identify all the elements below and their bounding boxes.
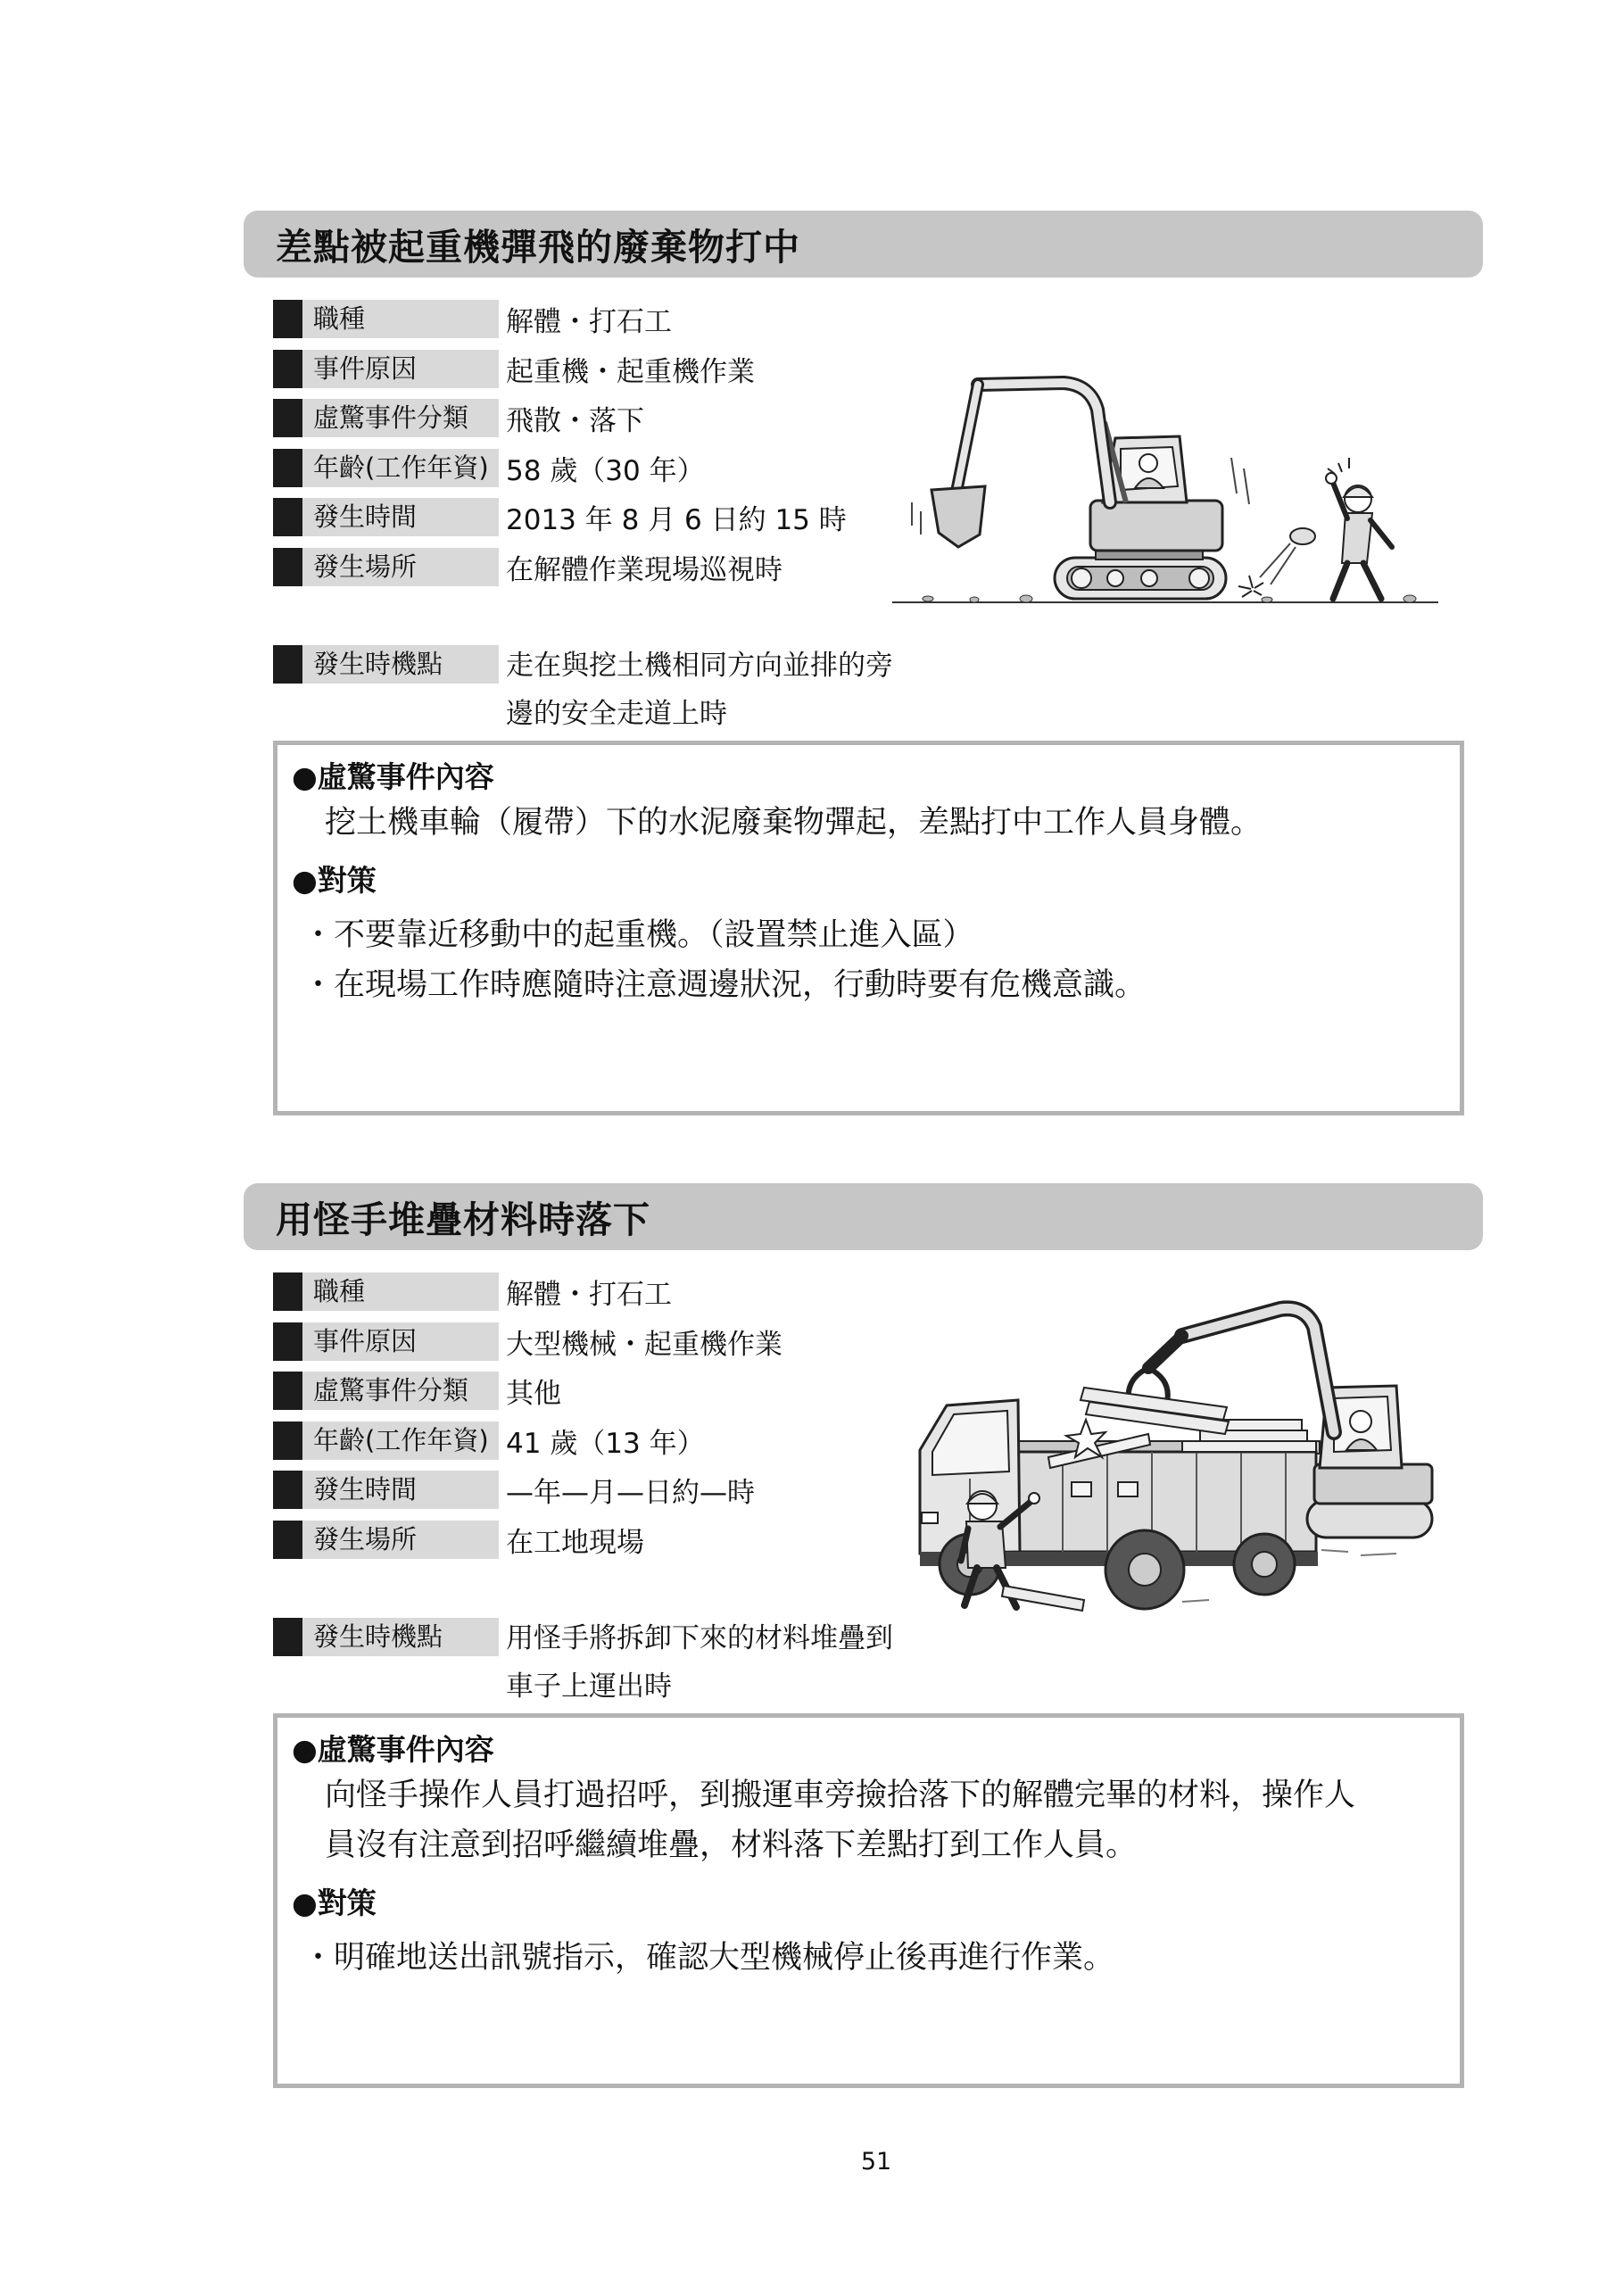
section-header (244, 1183, 1483, 1250)
excavator-body (1314, 1464, 1432, 1504)
section-header (244, 211, 1483, 278)
incident-text: 員沒有注意到招呼繼續堆疊，材料落下差點打到工作人員。 (325, 1828, 1138, 1863)
track-wheel (1072, 568, 1091, 588)
track-wheel (1189, 568, 1209, 588)
excavator-track (1307, 1500, 1432, 1538)
row-marker (273, 1471, 302, 1509)
field-row-occupation (273, 1272, 672, 1311)
timing-value (506, 642, 893, 738)
measures-list (292, 1933, 1445, 1983)
field-row-timing (273, 645, 499, 684)
bed-vent (1072, 1482, 1091, 1496)
timing-line: 邊的安全走道上時 (506, 698, 727, 730)
row-marker (273, 350, 302, 388)
wheel-hub (1129, 1554, 1161, 1586)
incident-detail-box (273, 1713, 1464, 2088)
row-marker (273, 548, 302, 586)
field-row-age (273, 449, 705, 487)
worker-arm (1370, 520, 1392, 547)
incident-section-1 (0, 211, 1623, 1121)
measure-item: ・明確地送出訊號指示，確認大型機械停止後再進行作業。 (302, 1940, 1115, 1976)
timing-line: 走在與挖土機相同方向並排的旁 (506, 650, 893, 682)
field-label: 職種 (302, 300, 499, 338)
ground-dust (1182, 1600, 1209, 1602)
worker-leg (1333, 563, 1347, 599)
worker-hand (1326, 473, 1337, 484)
incident-detail-box (273, 741, 1464, 1115)
ground-rock (1020, 595, 1032, 602)
field-row-cause (273, 350, 755, 388)
operator-head (1139, 454, 1157, 472)
field-label: 發生場所 (302, 1521, 499, 1559)
field-row-cause (273, 1322, 783, 1361)
field-value: 58 歲（30 年） (506, 455, 705, 487)
worker-hand (1029, 1493, 1039, 1504)
measures-heading: ●對策 (292, 1886, 377, 1920)
field-row-time (273, 1471, 755, 1509)
flying-debris (1238, 528, 1315, 597)
section-title: 用怪手堆疊材料時落下 (276, 1198, 650, 1241)
ground-rock (1404, 595, 1416, 602)
field-row-place (273, 1521, 644, 1559)
worker (1326, 458, 1392, 599)
field-label: 發生場所 (302, 548, 499, 586)
row-marker (273, 1422, 302, 1460)
excavator (932, 383, 1226, 599)
field-label: 年齡(工作年資) (302, 1422, 499, 1460)
field-value: 解體・打石工 (506, 1279, 672, 1311)
motion-line (1231, 458, 1237, 493)
section-title: 差點被起重機彈飛的廢棄物打中 (276, 226, 800, 269)
ground-rock (1262, 597, 1272, 602)
truck-loading-falling-material-illustration (915, 1298, 1441, 1620)
row-marker (273, 1272, 302, 1311)
field-value: —年—月—日約—時 (506, 1477, 755, 1509)
row-marker (273, 1372, 302, 1410)
field-row-category (273, 1372, 561, 1410)
field-value: 2013 年 8 月 6 日約 15 時 (506, 504, 847, 536)
wheel-hub (1252, 1552, 1277, 1577)
field-value: 解體・打石工 (506, 306, 672, 338)
row-marker (273, 399, 302, 437)
ground-rock (970, 597, 979, 602)
field-label: 發生時機點 (302, 1618, 499, 1656)
boom-fill (978, 383, 1110, 502)
incident-heading: ●虛驚事件內容 (292, 759, 494, 794)
field-value: 41 歲（13 年） (506, 1428, 705, 1460)
incident-text: 挖土機車輪（履帶）下的水泥廢棄物彈起，差點打中工作人員身體。 (325, 805, 1263, 841)
impact-spark (1238, 576, 1263, 597)
arm-fill (956, 385, 978, 492)
field-row-age (273, 1422, 705, 1460)
row-marker (273, 645, 302, 684)
timing-value (506, 1614, 893, 1711)
field-row-occupation (273, 300, 672, 338)
grapple-arm (1148, 1336, 1182, 1368)
track-wheel (1141, 570, 1157, 586)
row-marker (273, 449, 302, 487)
field-label: 職種 (302, 1272, 499, 1311)
measure-item: ・不要靠近移動中的起重機。（設置禁止進入區） (302, 917, 974, 953)
ground-rock (923, 596, 933, 601)
field-value: 其他 (506, 1378, 561, 1410)
worker-leg (1363, 563, 1381, 599)
track-wheel (1107, 570, 1123, 586)
field-label: 發生時機點 (302, 645, 499, 684)
field-row-timing (273, 1618, 499, 1656)
field-row-place (273, 548, 783, 586)
field-row-time (273, 498, 847, 536)
stacked-board (1182, 1441, 1316, 1452)
field-row-category (273, 399, 644, 437)
field-label: 年齡(工作年資) (302, 449, 499, 487)
field-label: 虛驚事件分類 (302, 1372, 499, 1410)
field-label: 發生時間 (302, 498, 499, 536)
operator-head (1350, 1411, 1371, 1432)
measures-list (292, 910, 1445, 1010)
incident-heading: ●虛驚事件內容 (292, 1732, 494, 1767)
field-value: 飛散・落下 (506, 405, 644, 437)
row-marker (273, 1322, 302, 1361)
excavator-bucket (932, 486, 985, 547)
ground-dust (1361, 1554, 1396, 1555)
field-label: 發生時間 (302, 1471, 499, 1509)
timing-line: 車子上運出時 (506, 1670, 672, 1703)
field-value: 大型機械・起重機作業 (506, 1329, 783, 1361)
field-value: 在解體作業現場巡視時 (506, 554, 783, 586)
truck-headlight (922, 1513, 938, 1523)
bed-vent (1118, 1482, 1138, 1496)
ground-dust (1321, 1550, 1348, 1552)
row-marker (273, 1521, 302, 1559)
page-number: 51 (860, 2148, 892, 2176)
row-marker (273, 498, 302, 536)
excavator-flying-debris-illustration (892, 369, 1445, 620)
field-label: 事件原因 (302, 1322, 499, 1361)
measures-heading: ●對策 (292, 863, 377, 898)
field-value: 在工地現場 (506, 1527, 644, 1559)
row-marker (273, 300, 302, 338)
debris-chunk (1290, 528, 1315, 544)
incident-section-2 (0, 1183, 1623, 2093)
motion-line (1244, 468, 1249, 504)
incident-text: 向怪手操作人員打過招呼，到搬運車旁撿拾落下的解體完畢的材料，操作人 (325, 1778, 1356, 1813)
field-value: 起重機・起重機作業 (506, 356, 755, 388)
timing-line: 用怪手將拆卸下來的材料堆疊到 (506, 1622, 893, 1654)
field-label: 虛驚事件分類 (302, 399, 499, 437)
surprise-marks (1328, 458, 1349, 474)
row-marker (273, 1618, 302, 1656)
measure-item: ・在現場工作時應隨時注意週邊狀況，行動時要有危機意識。 (302, 967, 1147, 1003)
field-label: 事件原因 (302, 350, 499, 388)
